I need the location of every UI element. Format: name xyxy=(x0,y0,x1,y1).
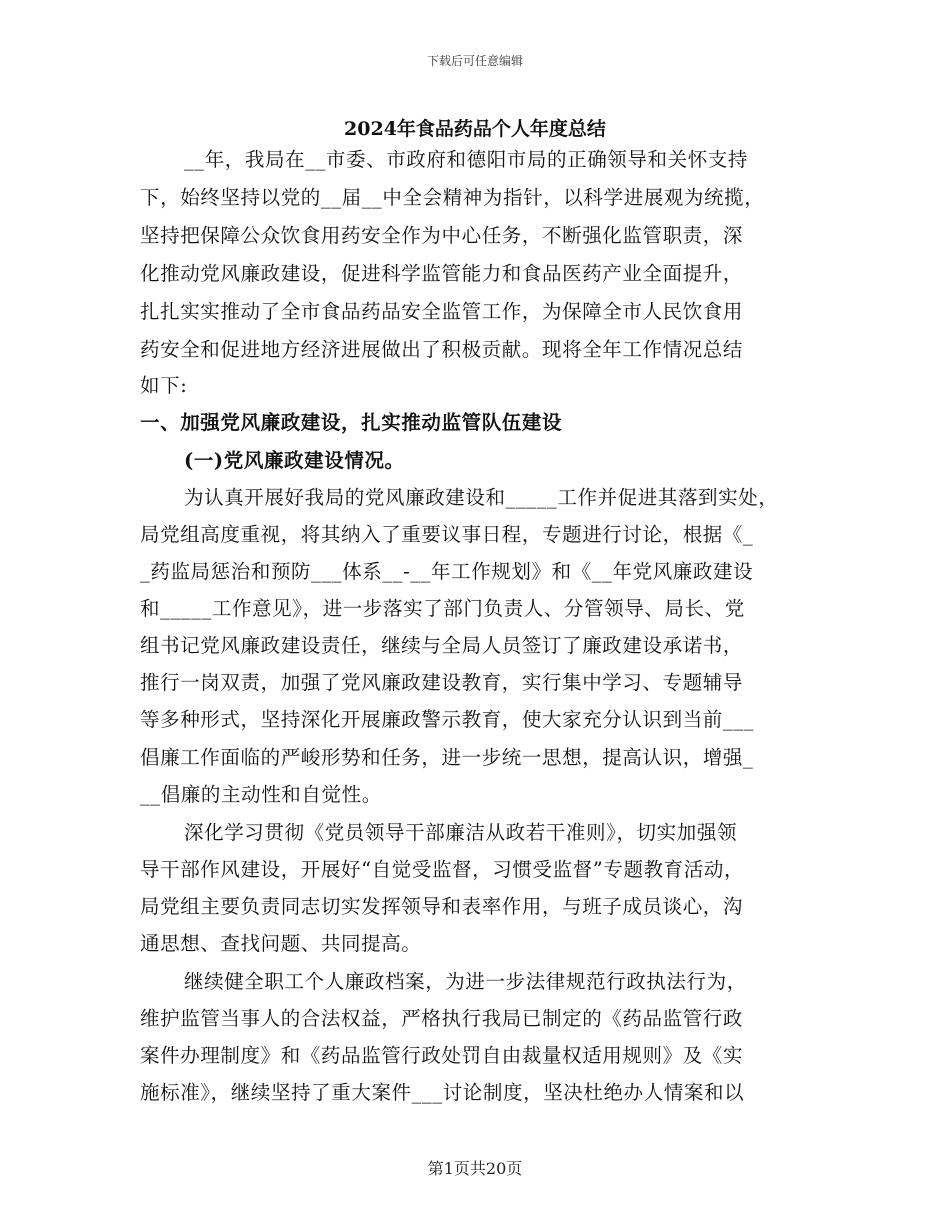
paragraph-line: 推行一岗双责，加强了党风廉政建设教育，实行集中学习、专题辅导 xyxy=(140,671,744,694)
paragraph-line: 等多种形式，坚持深化开展廉政警示教育，使大家充分认识到当前___ xyxy=(140,708,754,731)
paragraph-line: __倡廉的主动性和自觉性。 xyxy=(140,783,382,806)
paragraph-line: 维护监管当事人的合法权益，严格执行我局已制定的《药品监管行政 xyxy=(140,1007,744,1030)
paragraph-line: 扎扎实实推动了全市食品药品安全监管工作，为保障全市人民饮食用 xyxy=(140,300,744,323)
paragraph-line: 局党组主要负责同志切实发挥领导和表率作用，与班子成员谈心，沟 xyxy=(140,895,744,918)
document-title: 2024年食品药品个人年度总结 xyxy=(344,118,606,140)
paragraph-line: 为认真开展好我局的党风廉政建设和_____工作并促进其落到实处， xyxy=(184,486,779,509)
page-number: 第1页共20页 xyxy=(427,1159,523,1178)
paragraph-line: 继续健全职工个人廉政档案，为进一步法律规范行政执法行为， xyxy=(184,970,747,993)
paragraph-line: 药安全和促进地方经济进展做出了积极贡献。现将全年工作情况总结 xyxy=(140,338,744,361)
subsection-heading: (一)党风廉政建设情况。 xyxy=(184,449,405,472)
paragraph-line: 施标准》，继续坚持了重大案件___讨论制度，坚决杜绝办人情案和以 xyxy=(140,1081,745,1104)
paragraph-line: 化推动党风廉政建设，促进科学监管能力和食品医药产业全面提升， xyxy=(140,262,744,285)
section-heading: 一、加强党风廉政建设，扎实推动监管队伍建设 xyxy=(140,411,563,434)
paragraph-line: 导干部作风建设，开展好“自觉受监督，习惯受监督”专题教育活动， xyxy=(140,858,745,881)
page-header-note: 下载后可任意编辑 xyxy=(426,54,523,68)
paragraph-line: 深化学习贯彻《党员领导干部廉洁从政若干准则》，切实加强领 xyxy=(184,821,738,844)
paragraph-line: 下，始终坚持以党的__届__中全会精神为指针，以科学进展观为统揽， xyxy=(140,186,765,209)
paragraph-line: 和_____工作意见》，进一步落实了部门负责人、分管领导、局长、党 xyxy=(140,597,745,620)
paragraph-line: 组书记党风廉政建设责任，继续与全局人员签订了廉政建设承诺书， xyxy=(140,634,744,657)
paragraph-line: 案件办理制度》和《药品监管行政处罚自由裁量权适用规则》及《实 xyxy=(140,1044,744,1067)
paragraph-line: 局党组高度重视，将其纳入了重要议事日程，专题进行讨论，根据《_ xyxy=(140,523,754,546)
paragraph-line: 倡廉工作面临的严峻形势和任务，进一步统一思想，提高认识，增强_ xyxy=(140,746,754,769)
paragraph-line: _药监局惩治和预防___体系__-__年工作规划》和《__年党风廉政建设 xyxy=(140,560,754,583)
paragraph-line: 如下: xyxy=(140,374,188,397)
paragraph-line: 通思想、查找问题、共同提高。 xyxy=(140,932,422,955)
paragraph-line: __年，我局在__市委、市政府和德阳市局的正确领导和关怀支持 xyxy=(184,148,749,171)
paragraph-line: 坚持把保障公众饮食用药安全作为中心任务，不断强化监管职责，深 xyxy=(140,224,744,247)
